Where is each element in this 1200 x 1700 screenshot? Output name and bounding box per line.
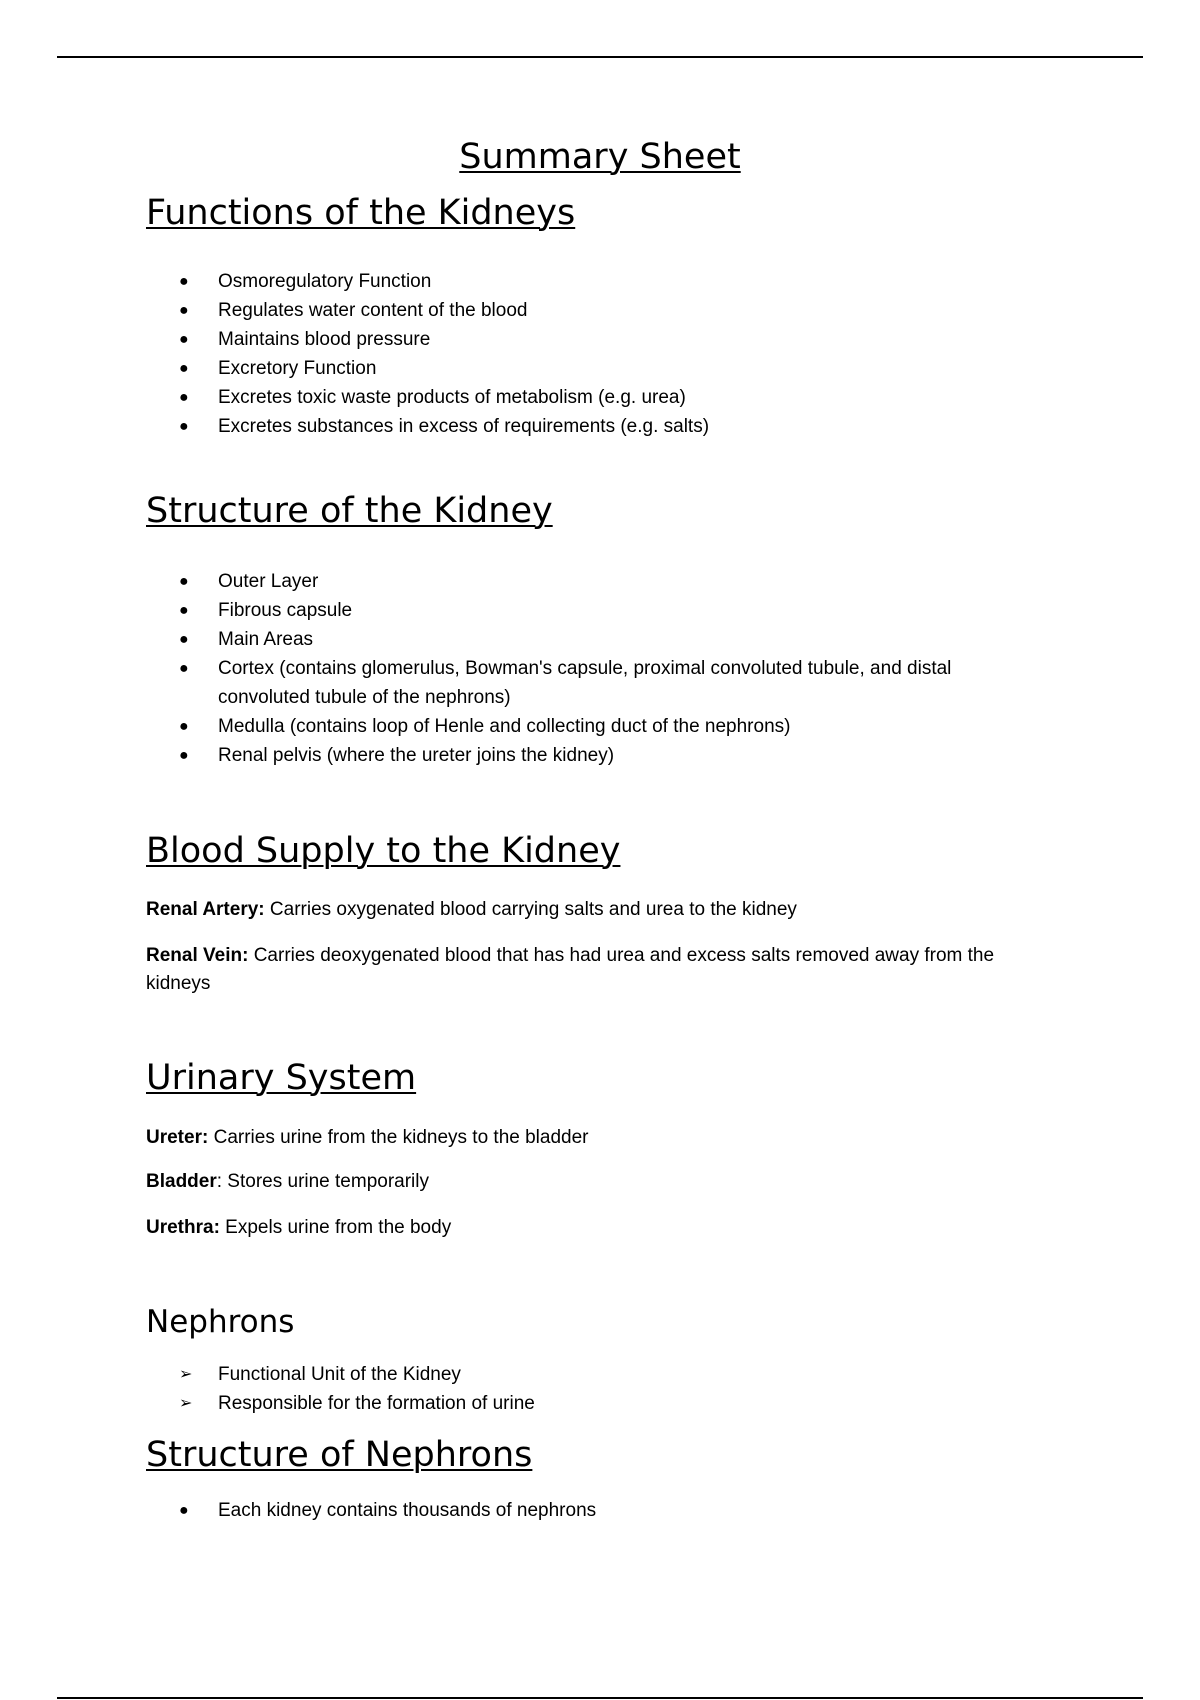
- entry-term: Renal Artery:: [146, 899, 265, 920]
- list-item: ● Main Areas: [146, 625, 1046, 654]
- arrow-bullet-icon: ➢: [179, 1395, 193, 1412]
- top-rule: [57, 56, 1143, 58]
- list-item: ➢ Responsible for the formation of urine: [146, 1389, 1046, 1418]
- list-item: ● Regulates water content of the blood: [146, 296, 1046, 325]
- list-item: ● Renal pelvis (where the ureter joins the kidney): [146, 741, 1046, 770]
- bullet-icon: ●: [179, 389, 189, 406]
- bullet-icon: ●: [179, 602, 189, 619]
- list-item: ● Osmoregulatory Function: [146, 267, 1046, 296]
- bullet-icon: ●: [179, 273, 189, 290]
- entry-term: Renal Vein:: [146, 945, 249, 966]
- entry-text: Carries oxygenated blood carrying salts and urea to the kidney: [264, 899, 797, 920]
- list-item: ● Maintains blood pressure: [146, 325, 1046, 354]
- arrow-bullet-icon: ➢: [179, 1366, 193, 1383]
- bullet-icon: ●: [179, 418, 189, 435]
- bullet-icon: ●: [179, 631, 189, 648]
- bullet-icon: ●: [179, 360, 189, 377]
- heading-functions: Functions of the Kidneys: [146, 193, 576, 233]
- heading-nephron-structure: Structure of Nephrons: [146, 1435, 533, 1475]
- bladder-entry: [146, 1168, 1046, 1196]
- structure-list: [146, 567, 1046, 770]
- entry-text: Expels urine from the body: [219, 1217, 452, 1238]
- heading-structure: Structure of the Kidney: [146, 491, 553, 531]
- entry-term: Ureter:: [146, 1127, 209, 1148]
- bullet-icon: ●: [179, 331, 189, 348]
- entry-term: Urethra:: [146, 1217, 220, 1238]
- list-item: ➢ Functional Unit of the Kidney: [146, 1360, 1046, 1389]
- entry-text: : Stores urine temporarily: [216, 1171, 429, 1192]
- nephron-structure-list: [146, 1496, 1046, 1525]
- urethra-entry: [146, 1214, 1046, 1242]
- bullet-icon: ●: [179, 660, 189, 677]
- functions-list: [146, 267, 1046, 441]
- entry-text: Carries urine from the kidneys to the bladder: [208, 1127, 589, 1148]
- page-title: Summary Sheet: [459, 137, 741, 177]
- bullet-icon: ●: [179, 302, 189, 319]
- nephrons-list: [146, 1360, 1046, 1418]
- bullet-icon: ●: [179, 1502, 189, 1519]
- entry-term: Bladder: [146, 1171, 217, 1192]
- bullet-icon: ●: [179, 573, 189, 590]
- bullet-icon: ●: [179, 747, 189, 764]
- heading-urinary: Urinary System: [146, 1058, 417, 1098]
- list-item: ● Cortex (contains glomerulus, Bowman's capsule, proximal convoluted tubule, and distal convoluted tubule of the nephrons): [146, 654, 1046, 712]
- list-item: ● Excretes substances in excess of requirements (e.g. salts): [146, 412, 1046, 441]
- bullet-icon: ●: [179, 718, 189, 735]
- bottom-rule: [57, 1697, 1143, 1699]
- list-item: ● Each kidney contains thousands of nephrons: [146, 1496, 1046, 1525]
- renal-artery-entry: [146, 896, 1046, 924]
- list-item: ● Outer Layer: [146, 567, 1046, 596]
- entry-text: Carries deoxygenated blood that has had urea and excess salts removed away from the kidneys: [146, 945, 995, 994]
- list-item: ● Excretes toxic waste products of metabolism (e.g. urea): [146, 383, 1046, 412]
- list-item: ● Medulla (contains loop of Henle and collecting duct of the nephrons): [146, 712, 1046, 741]
- ureter-entry: [146, 1124, 1046, 1152]
- list-item: ● Excretory Function: [146, 354, 1046, 383]
- heading-nephrons: Nephrons: [146, 1304, 295, 1340]
- list-item: ● Fibrous capsule: [146, 596, 1046, 625]
- heading-blood-supply: Blood Supply to the Kidney: [146, 831, 621, 871]
- renal-vein-entry: [146, 942, 1046, 998]
